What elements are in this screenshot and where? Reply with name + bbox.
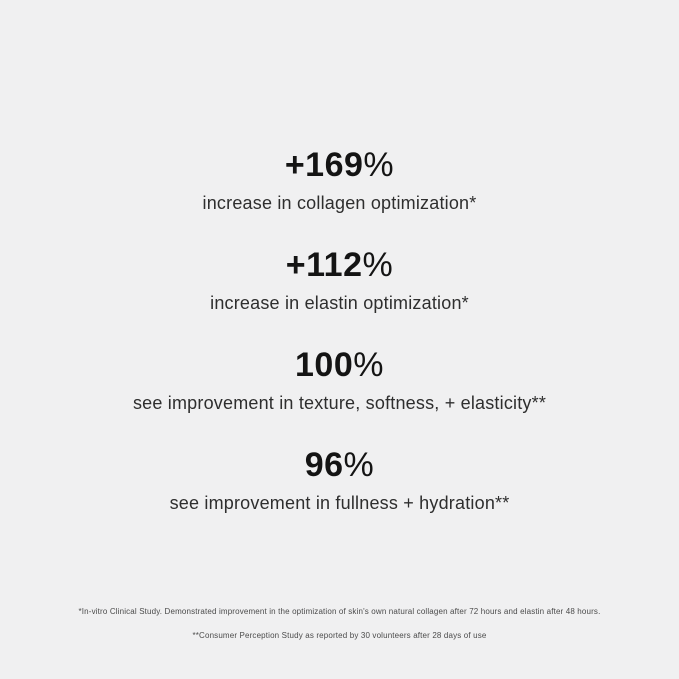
footnote-consumer-study: **Consumer Perception Study as reported by 30 volunteers after 28 days of use: [192, 631, 487, 640]
percent-sign: %: [363, 146, 395, 184]
stat-collagen: [0, 146, 679, 215]
stat-texture-description: see improvement in texture, softness, + elasticity**: [132, 393, 547, 413]
stat-fullness-description: see improvement in fullness + hydration**: [169, 493, 510, 513]
stat-texture: [0, 346, 679, 415]
stats-list: [0, 146, 679, 546]
stat-collagen-value: [0, 146, 679, 184]
stat-elastin-description: increase in elastin optimization*: [210, 293, 469, 313]
percent-sign: %: [353, 346, 384, 384]
stat-elastin-number: +112: [285, 246, 363, 284]
stat-fullness-value: [0, 446, 679, 484]
stat-fullness-number: 96: [304, 446, 344, 484]
stat-fullness: [0, 446, 679, 515]
footnote-clinical-study: *In-vitro Clinical Study. Demonstrated improvement in the optimization of skin's own natural collagen after 72 hours and elastin after 48 hours.: [78, 607, 601, 616]
stat-texture-number: 100: [295, 346, 354, 384]
stat-collagen-number: +169: [284, 146, 364, 184]
stat-elastin: [0, 246, 679, 315]
footnotes: [0, 607, 679, 655]
stat-texture-value: [0, 346, 679, 384]
percent-sign: %: [343, 446, 375, 484]
percent-sign: %: [362, 246, 394, 284]
stat-elastin-value: [0, 246, 679, 284]
stat-collagen-description: increase in collagen optimization*: [202, 193, 477, 213]
